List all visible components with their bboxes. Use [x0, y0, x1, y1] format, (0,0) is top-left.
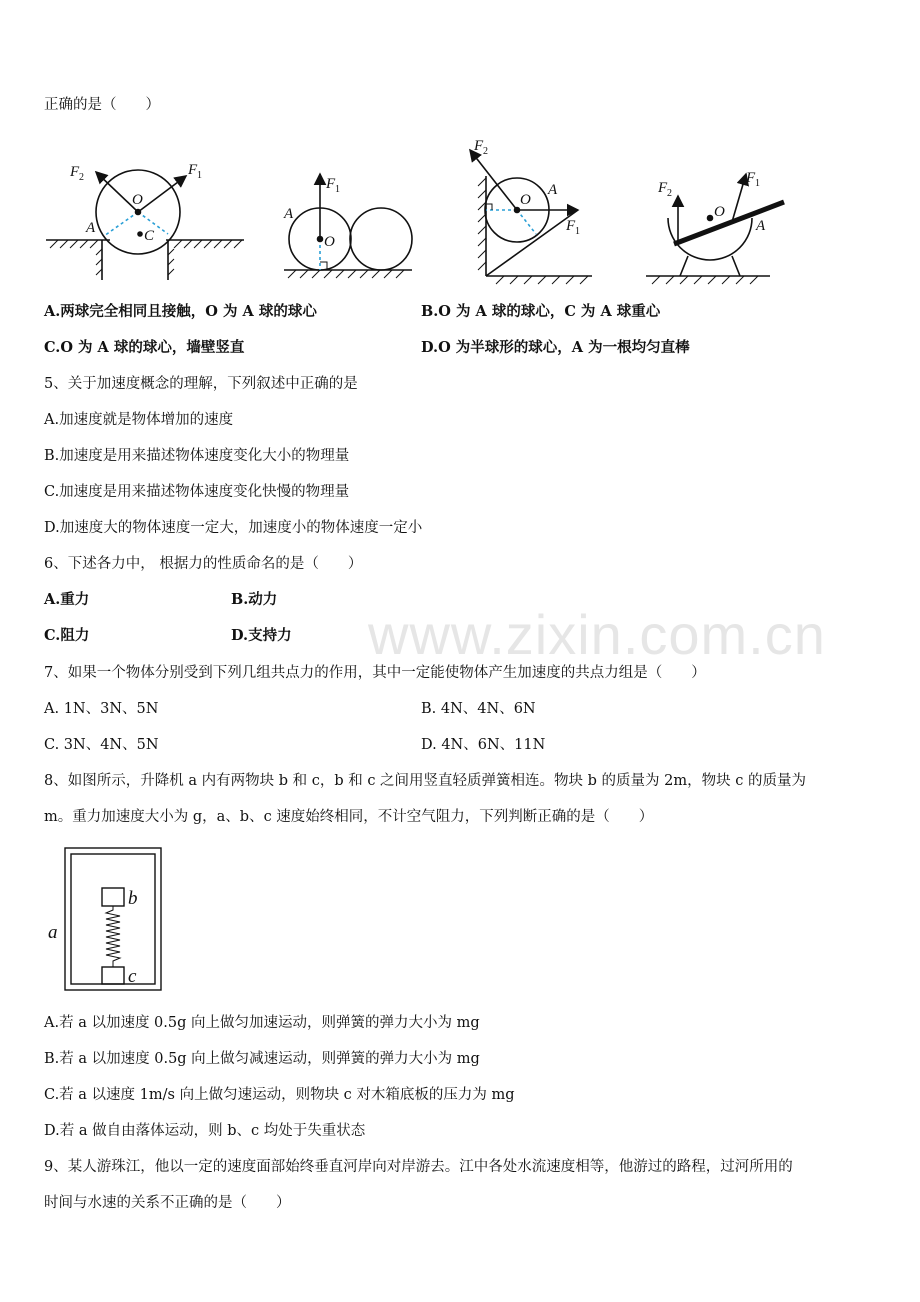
block-b [102, 888, 124, 906]
svg-text:A: A [548, 182, 558, 198]
figure-b [284, 174, 412, 278]
svg-text:2: 2 [483, 146, 488, 157]
q4-option-a[interactable]: A.两球完全相同且接触，O 为 A 球的球心 [44, 303, 317, 320]
label-b: b [128, 888, 138, 909]
q6-option-a[interactable]: A.重力 [44, 591, 90, 608]
q5-stem: 5、关于加速度概念的理解，下列叙述中正确的是 [44, 376, 358, 392]
q8-stem-line2: m。重力加速度大小为 g，a、b、c 速度始终相同，不计空气阻力，下列判断正确的是（ ） [44, 809, 654, 825]
q5-option-c[interactable]: C.加速度是用来描述物体速度变化快慢的物理量 [44, 484, 350, 500]
q5-option-b[interactable]: B.加速度是用来描述物体速度变化大小的物理量 [44, 448, 350, 464]
svg-text:1: 1 [197, 170, 202, 181]
q7-stem: 7、如果一个物体分别受到下列几组共点力的作用，其中一定能使物体产生加速度的共点力组是（ ） [44, 665, 706, 681]
svg-text:A: A [284, 206, 294, 222]
svg-text:F: F [658, 180, 668, 196]
q5-option-d[interactable]: D.加速度大的物体速度一定大，加速度小的物体速度一定小 [44, 520, 423, 536]
svg-text:O: O [520, 192, 531, 208]
q6-option-c[interactable]: C.阻力 [44, 627, 90, 644]
q7-option-d[interactable]: D. 4N、6N、11N [421, 737, 546, 753]
q8-option-b[interactable]: B.若 a 以加速度 0.5g 向上做匀减速运动，则弹簧的弹力大小为 mg [44, 1051, 480, 1067]
q8-option-c[interactable]: C.若 a 以速度 1m/s 向上做匀速运动，则物块 c 对木箱底板的压力为 mg [44, 1087, 515, 1103]
q8-option-a[interactable]: A.若 a 以加速度 0.5g 向上做匀加速运动，则弹簧的弹力大小为 mg [44, 1015, 480, 1031]
svg-text:O: O [324, 234, 335, 250]
svg-text:F: F [566, 218, 576, 234]
q6-stem: 6、下述各力中， 根据力的性质命名的是（ ） [44, 556, 363, 572]
q7-option-c[interactable]: C. 3N、4N、5N [44, 737, 159, 753]
label-f2: F [70, 164, 80, 180]
q9-stem-line2: 时间与水速的关系不正确的是（ ） [44, 1195, 291, 1211]
q7-option-b[interactable]: B. 4N、4N、6N [421, 701, 536, 717]
figure-b-labels [283, 176, 340, 250]
svg-text:O: O [714, 204, 725, 220]
q4-tail-text: 正确的是（ ） [44, 97, 160, 113]
q8-figure [40, 846, 180, 996]
label-c: c [128, 966, 137, 987]
q4-option-d[interactable]: D.O 为半球形的球心，A 为一根均匀直棒 [421, 339, 690, 356]
svg-text:2: 2 [79, 172, 84, 183]
label-c: C [144, 228, 155, 244]
q6-option-b[interactable]: B.动力 [231, 591, 278, 608]
q4-figure [0, 130, 920, 290]
svg-text:F: F [326, 176, 336, 192]
figure-a-labels [69, 162, 202, 244]
svg-text:1: 1 [575, 226, 580, 237]
label-a: a [48, 922, 58, 943]
svg-text:2: 2 [667, 188, 672, 199]
q8-option-d[interactable]: D.若 a 做自由落体运动，则 b、c 均处于失重状态 [44, 1123, 366, 1139]
svg-text:1: 1 [335, 184, 340, 195]
svg-text:A: A [756, 218, 766, 234]
block-c [102, 967, 124, 984]
q6-option-d[interactable]: D.支持力 [231, 627, 292, 644]
svg-text:1: 1 [755, 178, 760, 189]
spring [106, 906, 120, 967]
label-f1: F [188, 162, 198, 178]
svg-text:F: F [474, 138, 484, 154]
figure-c-labels [473, 138, 580, 237]
svg-text:F: F [746, 170, 756, 186]
q4-option-c[interactable]: C.O 为 A 球的球心，墙壁竖直 [44, 339, 245, 356]
figure-c [470, 150, 592, 284]
q4-option-b[interactable]: B.O 为 A 球的球心，C 为 A 球重心 [421, 303, 661, 320]
figure-d-labels [657, 170, 766, 234]
q7-option-a[interactable]: A. 1N、3N、5N [44, 701, 159, 717]
label-o: O [132, 192, 143, 208]
label-a: A [86, 220, 96, 236]
q5-option-a[interactable]: A.加速度就是物体增加的速度 [44, 412, 234, 428]
watermark: www.zixin.com.cn [368, 603, 826, 666]
q9-stem-line1: 9、某人游珠江，他以一定的速度面部始终垂直河岸向对岸游去。江中各处水流速度相等，他游过的路程，过河所用的 [44, 1159, 793, 1175]
figure-a [46, 170, 244, 280]
elevator-outer [65, 848, 161, 990]
q8-stem-line1: 8、如图所示，升降机 a 内有两物块 b 和 c，b 和 c 之间用竖直轻质弹簧相连。物块 b 的质量为 2m，物块 c 的质量为 [44, 773, 806, 789]
